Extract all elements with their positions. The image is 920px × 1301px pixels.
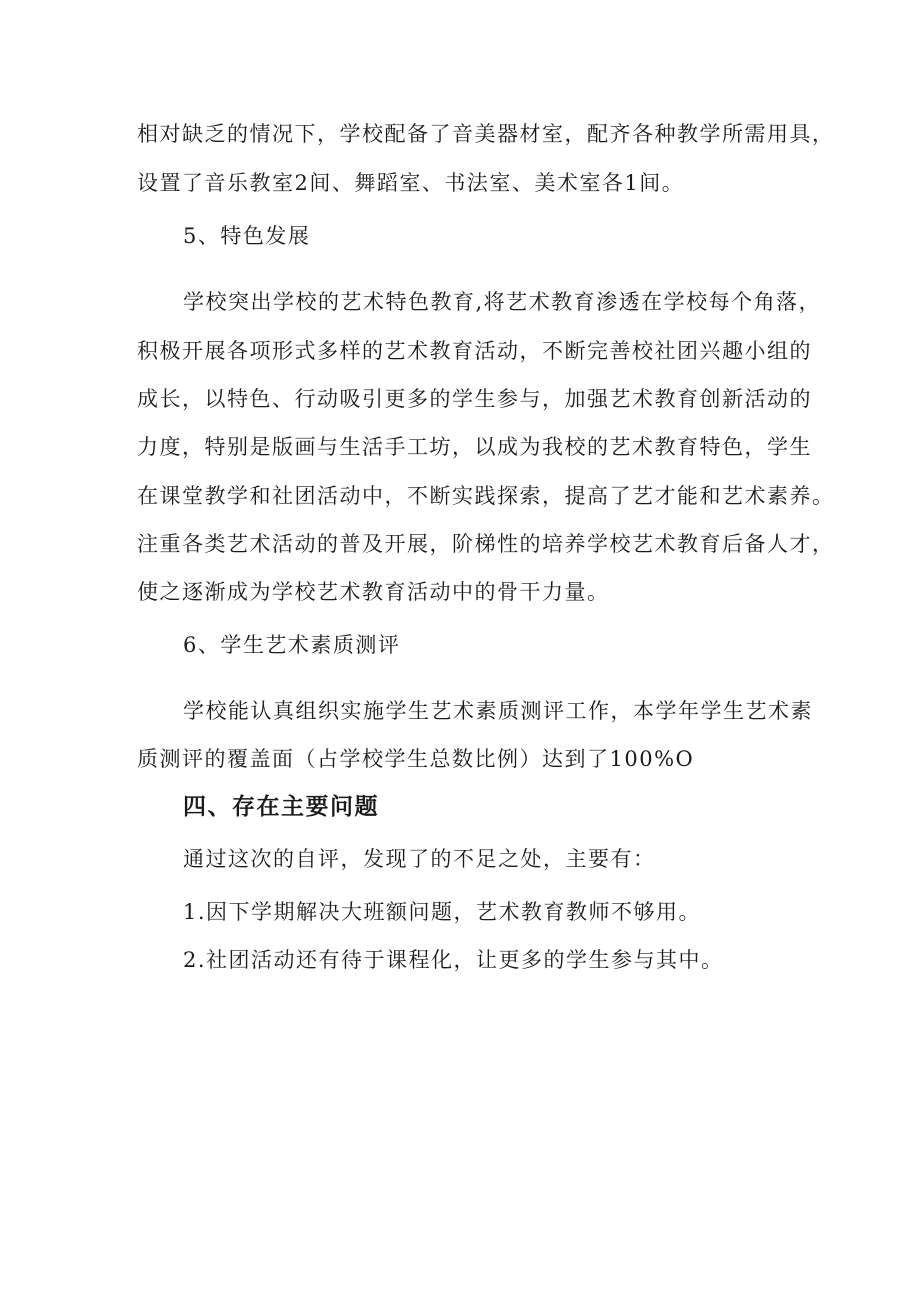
paragraph-line: 质测评的覆盖面（占学校学生总数比例）达到了100%O (137, 747, 695, 771)
paragraph-line: 积极开展各项形式多样的艺术教育活动，不断完善校社团兴趣小组的 (137, 339, 812, 363)
paragraph-line: 相对缺乏的情况下，学校配备了音美器材室，配齐各种教学所需用具， (137, 122, 835, 146)
paragraph-line: 注重各类艺术活动的普及开展，阶梯性的培养学校艺术教育后备人才， (137, 532, 835, 556)
list-item: 2.社团活动还有待于课程化，让更多的学生参与其中。 (183, 948, 724, 972)
list-item: 1.因下学期解决大班额问题，艺术教育教师不够用。 (183, 900, 702, 924)
paragraph-line: 学校能认真组织实施学生艺术素质测评工作，本学年学生艺术素 (183, 699, 813, 723)
paragraph-line: 成长，以特色、行动吸引更多的学生参与，加强艺术教育创新活动的 (137, 387, 812, 411)
section-title: 5、特色发展 (183, 224, 311, 248)
section-heading: 四、存在主要问题 (183, 794, 379, 820)
paragraph-line: 设置了音乐教室2间、舞蹈室、书法室、美术室各1间。 (137, 171, 685, 195)
paragraph-line: 通过这次的自评，发现了的不足之处，主要有： (183, 847, 656, 871)
paragraph-line: 在课堂教学和社团活动中，不断实践探索，提高了艺才能和艺术素养。 (137, 484, 835, 508)
paragraph-line: 学校突出学校的艺术特色教育,将艺术教育渗透在学校每个角落， (183, 290, 822, 314)
paragraph-line: 力度，特别是版画与生活手工坊，以成为我校的艺术教育特色，学生 (137, 435, 812, 459)
paragraph-line: 使之逐渐成为学校艺术教育活动中的骨干力量。 (137, 580, 610, 604)
section-title: 6、学生艺术素质测评 (183, 633, 401, 657)
